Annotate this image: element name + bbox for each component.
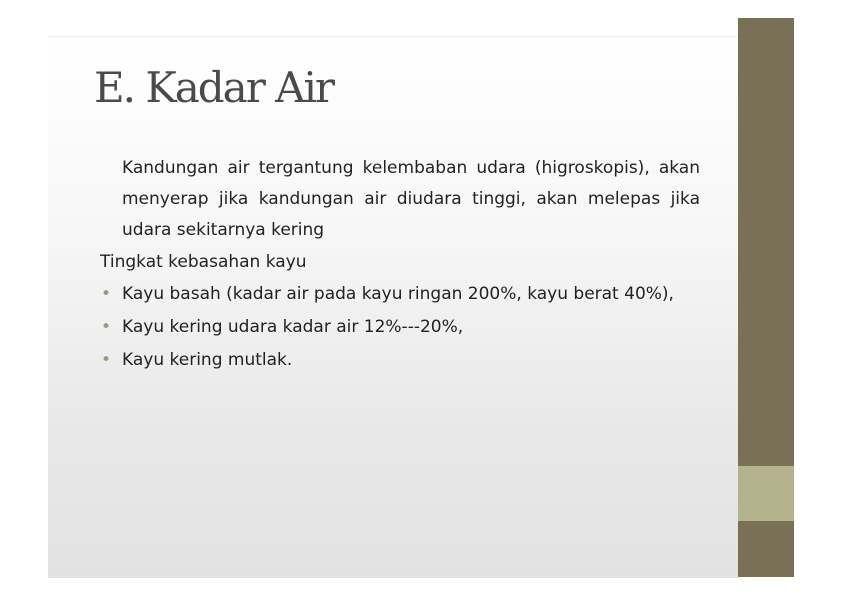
intro-paragraph: Kandungan air tergantung kelembaban udara (higroskopis), akan menyerap jika kandungan air diudara tinggi, akan melepas jika udara sekitarnya kering (122, 158, 700, 240)
list-item (100, 344, 720, 377)
bullet-text: Kayu kering mutlak. (122, 350, 293, 370)
sidebar-accent-light (738, 466, 794, 521)
slide-title: E. Kadar Air (94, 63, 333, 112)
bullet-text: Kayu kering udara kadar air 12%---20%, (122, 317, 464, 337)
bullet-icon: • (101, 284, 112, 304)
subheading: Tingkat kebasahan kayu (100, 252, 307, 272)
bullet-list (100, 278, 720, 377)
slide-body (100, 153, 720, 377)
list-item (100, 311, 720, 344)
slide (48, 36, 738, 578)
bullet-text: Kayu basah (kadar air pada kayu ringan 200%, kayu berat 40%), (122, 284, 674, 304)
bullet-icon: • (101, 317, 112, 337)
bullet-icon: • (101, 350, 112, 370)
list-item (100, 278, 720, 311)
